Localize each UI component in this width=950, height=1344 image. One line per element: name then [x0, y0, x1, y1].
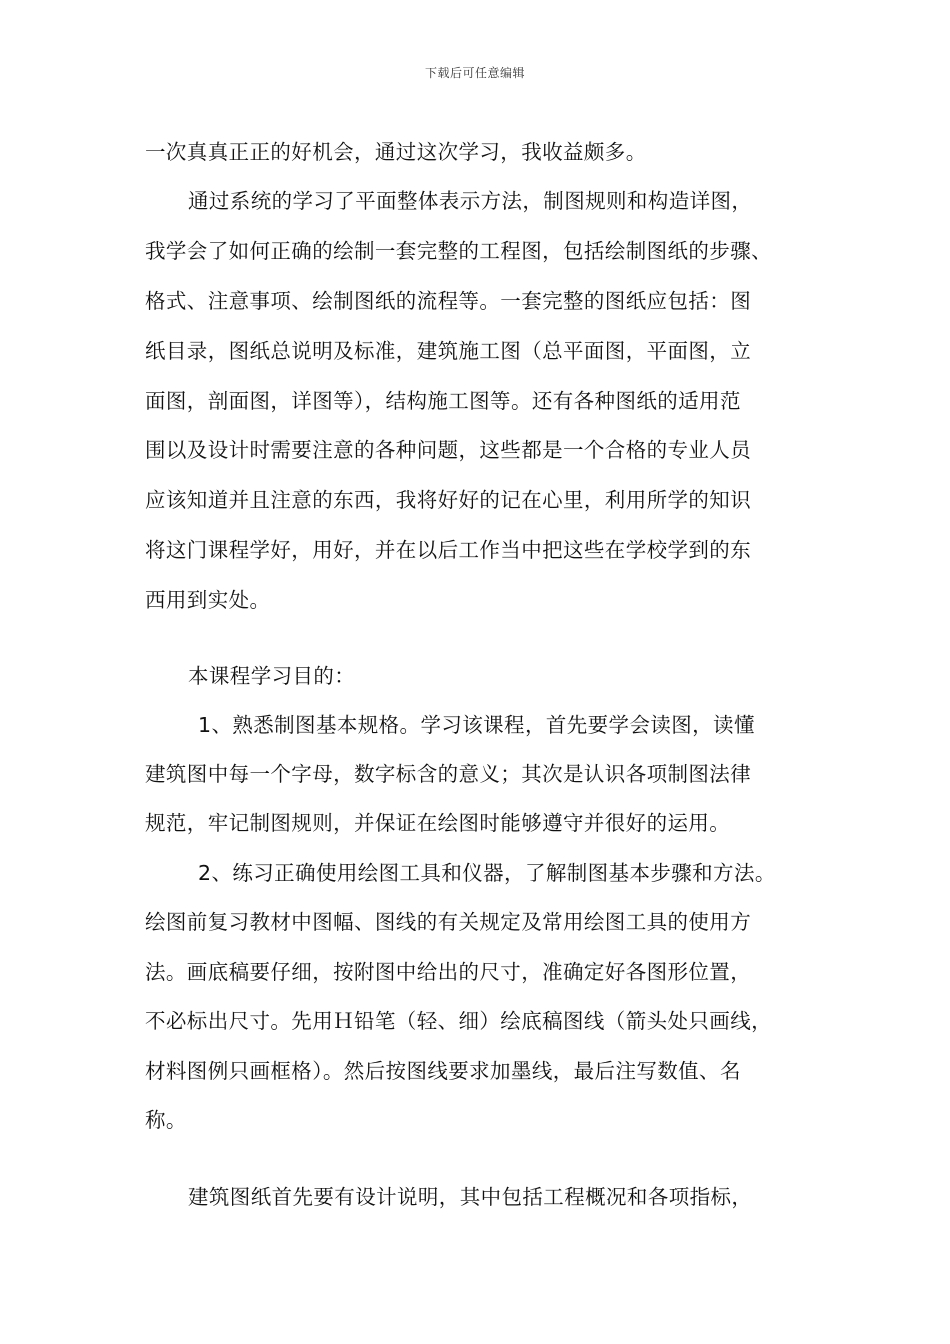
text-line: 称。 — [145, 1108, 187, 1132]
list-item-start-line: 1、熟悉制图基本规格。学习该课程，首先要学会读图，读懂 — [198, 713, 755, 737]
text-line: 围以及设计时需要注意的各种问题，这些都是一个合格的专业人员 — [145, 438, 752, 462]
text-line: 法。画底稿要仔细，按附图中给出的尺寸，准确定好各图形位置， — [145, 960, 752, 984]
text-line: 格式、注意事项、绘制图纸的流程等。一套完整的图纸应包括：图 — [145, 289, 752, 313]
text-line: 绘图前复习教材中图幅、图线的有关规定及常用绘图工具的使用方 — [145, 910, 752, 934]
text-line: 材料图例只画框格）。然后按图线要求加墨线，最后注写数值、名 — [145, 1059, 741, 1083]
text-line: 将这门课程学好，用好，并在以后工作当中把这些在学校学到的东 — [145, 538, 752, 562]
text-line: 规范，牢记制图规则，并保证在绘图时能够遵守并很好的运用。 — [145, 811, 731, 835]
text-line: 建筑图中每一个字母，数字标含的意义；其次是认识各项制图法律 — [145, 762, 752, 786]
section-heading: 本课程学习目的： — [188, 664, 356, 688]
text-line: 纸目录，图纸总说明及标准，建筑施工图（总平面图，平面图，立 — [145, 339, 752, 363]
text-line: 不必标出尺寸。先用Ｈ铅笔（轻、细）绘底稿图线（箭头处只画线， — [145, 1009, 772, 1033]
text-line: 面图，剖面图，详图等），结构施工图等。还有各种图纸的适用范 — [145, 389, 741, 413]
paragraph-start-line: 通过系统的学习了平面整体表示方法，制图规则和构造详图， — [188, 189, 753, 213]
list-item-start-line: 2、练习正确使用绘图工具和仪器，了解制图基本步骤和方法。 — [198, 861, 776, 885]
text-line: 我学会了如何正确的绘制一套完整的工程图，包括绘制图纸的步骤、 — [145, 239, 772, 263]
text-line: 一次真真正正的好机会，通过这次学习，我收益颇多。 — [145, 140, 647, 164]
text-line: 应该知道并且注意的东西，我将好好的记在心里，利用所学的知识 — [145, 488, 752, 512]
page-header: 下载后可任意编辑 — [424, 66, 525, 80]
paragraph-start-line: 建筑图纸首先要有设计说明，其中包括工程概况和各项指标， — [188, 1185, 753, 1209]
text-line: 西用到实处。 — [145, 588, 271, 612]
